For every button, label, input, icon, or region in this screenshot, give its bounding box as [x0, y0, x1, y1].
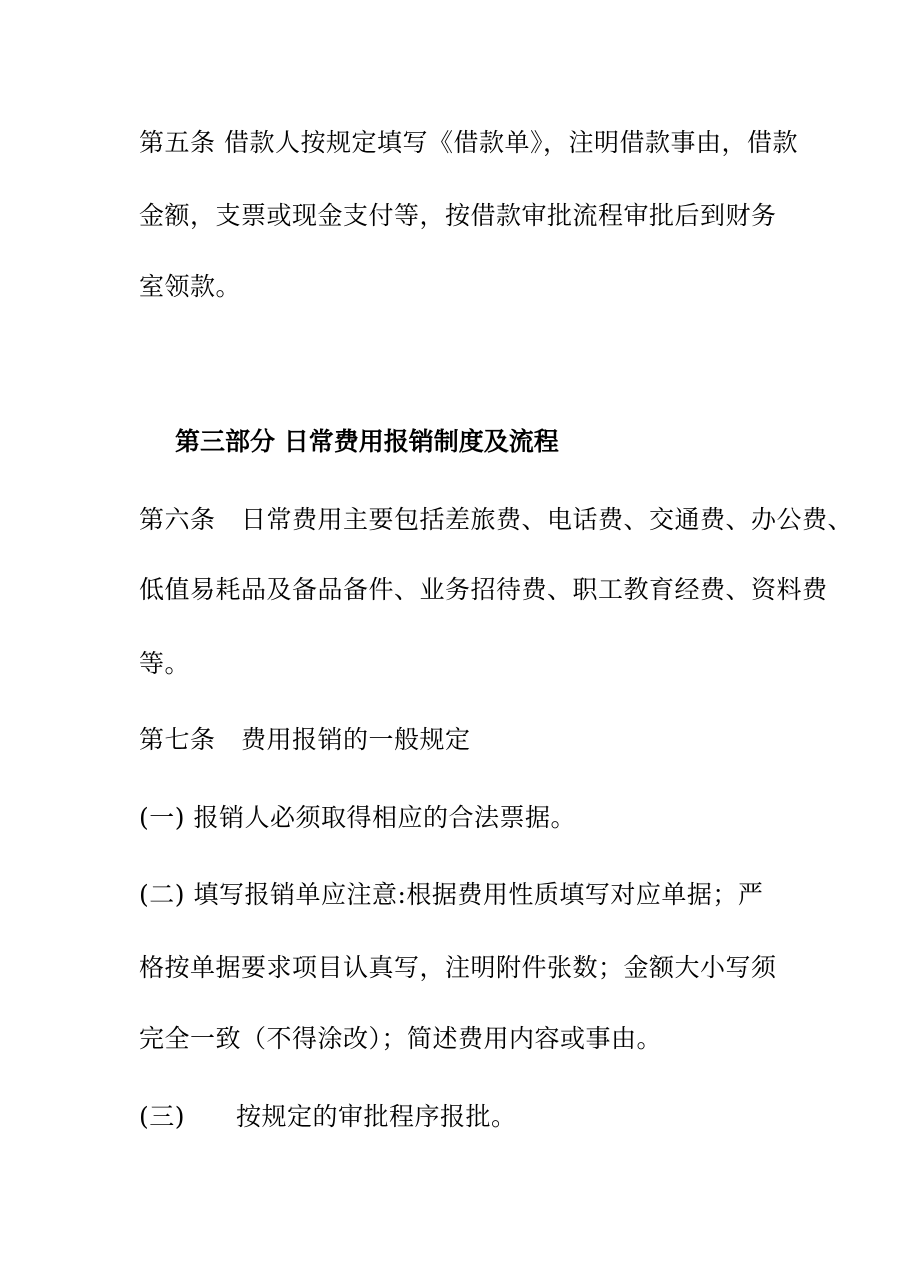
article5-line2: 金额，支票或现金支付等，按借款审批流程审批后到财务 — [139, 201, 777, 230]
article5-line3: 室领款。 — [139, 272, 242, 301]
article7-item2-line1: (二) 填写报销单应注意:根据费用性质填写对应单据；严 — [139, 880, 764, 909]
section-heading: 第三部分 日常费用报销制度及流程 — [175, 427, 559, 456]
article7-item2-line2: 格按单据要求项目认真写，注明附件张数；金额大小写须 — [139, 953, 777, 982]
article5-line1: 第五条 借款人按规定填写《借款单》，注明借款事由，借款 — [139, 128, 798, 157]
article7-item1: (一) 报销人必须取得相应的合法票据。 — [139, 803, 576, 832]
article6-line1: 第六条 日常费用主要包括差旅费、电话费、交通费、办公费、 — [139, 505, 854, 534]
article7-title: 第七条 费用报销的一般规定 — [139, 725, 471, 754]
article7-item3: (三) 按规定的审批程序报批。 — [139, 1102, 517, 1131]
article7-item2-line3: 完全一致（不得涂改）；简述费用内容或事由。 — [139, 1024, 663, 1053]
article6-line3: 等。 — [139, 649, 191, 678]
article6-line2: 低值易耗品及备品备件、业务招待费、职工教育经费、资料费 — [139, 575, 828, 604]
